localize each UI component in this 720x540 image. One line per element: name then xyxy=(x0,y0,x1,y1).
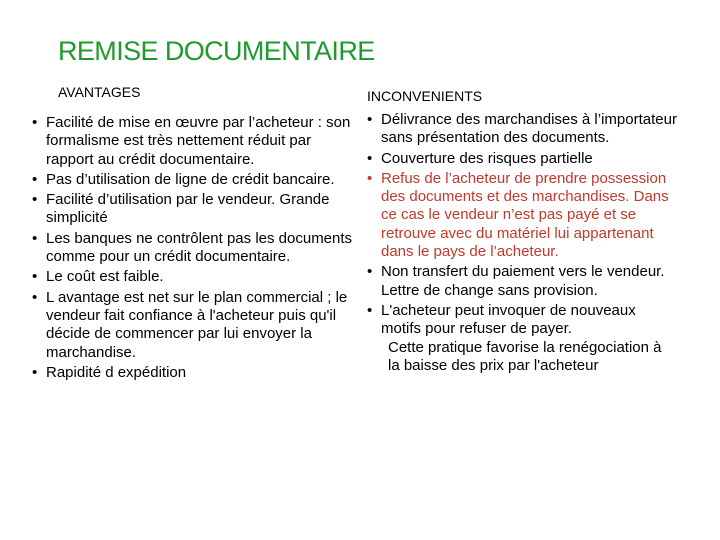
bullet-icon: • xyxy=(367,301,373,319)
bullet-icon: • xyxy=(32,191,38,209)
inconvenients-heading: INCONVENIENTS xyxy=(367,88,483,104)
list-item xyxy=(32,114,357,169)
list-item xyxy=(32,268,357,286)
list-item xyxy=(367,302,677,339)
list-item-text: Refus de l’acheteur de prendre possession des documents et des marchandises. Dans ce cas le vendeur n’est pas payé et se retrouve avec du matériel lui appartenant dans le pays de l’acheteur. xyxy=(381,169,669,261)
list-item xyxy=(367,263,677,300)
bullet-icon: • xyxy=(32,268,38,286)
list-item xyxy=(32,171,357,189)
list-item-text: L'acheteur peut invoquer de nouveaux motifs pour refuser de payer. xyxy=(381,301,636,338)
bullet-icon: • xyxy=(32,363,38,381)
list-item-text: Couverture des risques partielle xyxy=(381,149,593,167)
list-item-text: Pas d’utilisation de ligne de crédit bancaire. xyxy=(46,170,335,188)
advantages-column xyxy=(32,84,357,384)
bullet-icon: • xyxy=(367,111,373,128)
bullet-icon: • xyxy=(367,169,373,187)
list-item-text: Rapidité d expédition xyxy=(46,363,187,381)
bullet-icon: • xyxy=(32,229,38,247)
bullet-icon: • xyxy=(32,170,38,188)
inconvenients-column xyxy=(367,88,677,375)
list-item-text: Le coût est faible. xyxy=(46,268,164,286)
list-item xyxy=(32,191,357,228)
list-item xyxy=(32,364,357,382)
list-item-text: Les banques ne contrôlent pas les documents comme pour un crédit documentaire. xyxy=(46,229,353,266)
bullet-icon: • xyxy=(32,288,38,306)
list-item xyxy=(367,150,677,168)
list-item-text: Facilité d’utilisation par le vendeur. Grande simplicité xyxy=(46,191,330,227)
bullet-icon: • xyxy=(367,263,373,281)
inconvenients-note: Cette pratique favorise la renégociation à la baisse des prix par l'acheteur xyxy=(388,338,662,374)
bullet-icon: • xyxy=(32,114,38,131)
list-item-text: Facilité de mise en œuvre par l’acheteur : son formalisme est très nettement réduit par rapport au crédit documentaire. xyxy=(46,114,351,168)
inconvenients-list xyxy=(367,111,677,339)
list-item-text: Délivrance des marchandises à l’importateur sans présentation des documents. xyxy=(381,111,677,147)
advantages-list xyxy=(32,114,357,382)
list-item xyxy=(367,111,677,148)
list-item-text: L avantage est net sur le plan commercial ; le vendeur fait confiance à l'acheteur puis qu'il décide de commencer par lui envoyer la marchandise. xyxy=(46,288,348,361)
advantages-heading: AVANTAGES xyxy=(58,84,141,100)
page-title: REMISE DOCUMENTAIRE xyxy=(58,36,375,66)
list-item-text: Non transfert du paiement vers le vendeur. Lettre de change sans provision. xyxy=(381,263,665,299)
list-item xyxy=(32,230,357,267)
bullet-icon: • xyxy=(367,149,373,167)
list-item-highlighted xyxy=(367,170,677,261)
list-item xyxy=(32,289,357,362)
